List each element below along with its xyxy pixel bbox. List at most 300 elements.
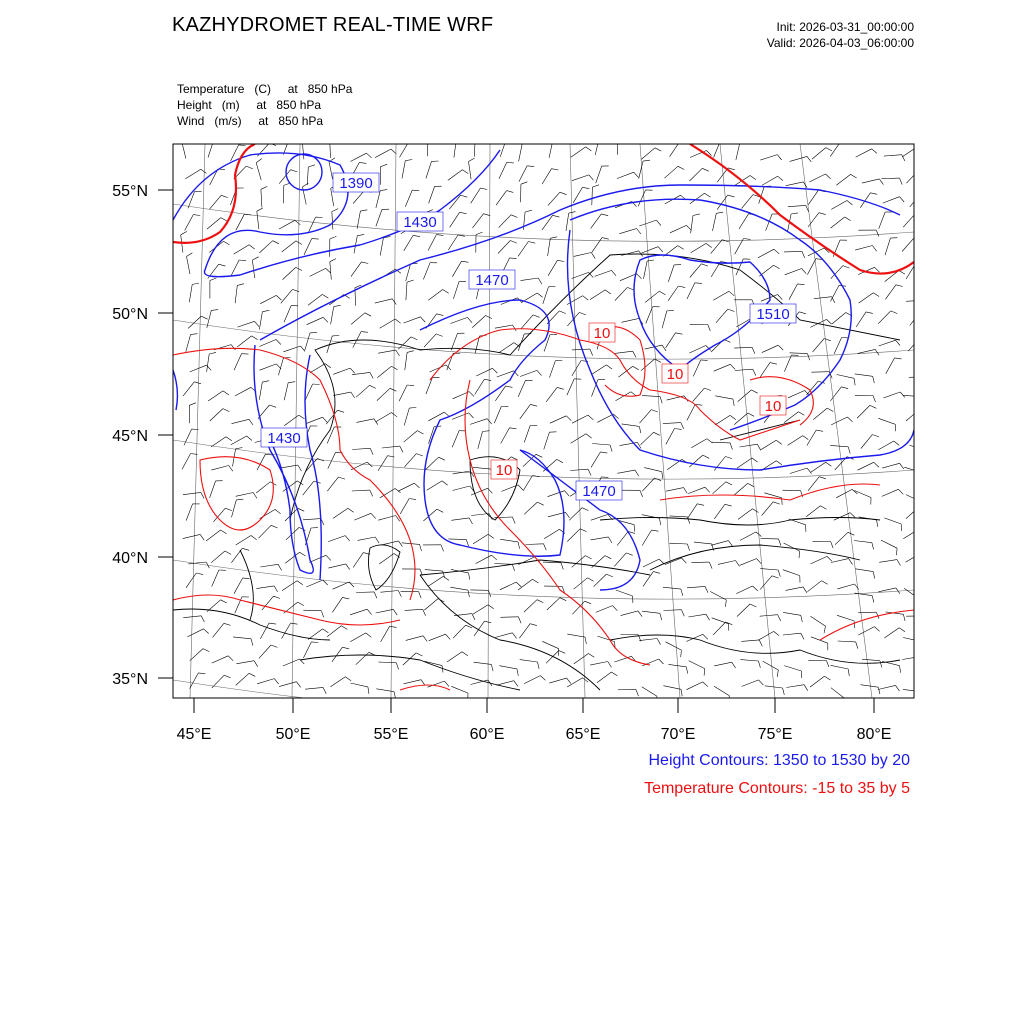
wind-barb-flag (468, 317, 473, 322)
wind-barb (834, 513, 850, 521)
wind-barb-flag (847, 417, 852, 422)
wind-barb (260, 295, 276, 303)
wind-barb-flag (514, 681, 518, 687)
temperature-contour-labels (491, 323, 786, 479)
wind-barb-flag (338, 410, 345, 412)
wind-barb (328, 564, 346, 568)
wind-barb-flag (565, 491, 570, 496)
wind-barb (831, 688, 845, 699)
wind-barb (542, 641, 558, 648)
wind-barb (231, 436, 247, 445)
wind-barb-flag (512, 633, 516, 639)
height-label-1470-south (576, 481, 622, 500)
wind-barb-flag (488, 488, 493, 493)
wind-barb-flag (236, 448, 243, 449)
wind-barb-flag (900, 666, 901, 673)
wind-barb-flag (803, 587, 807, 593)
wind-barb-flag (676, 333, 683, 334)
wind-barb-flag (443, 290, 449, 294)
wind-barb-flag (201, 492, 204, 498)
wind-barb-flag (633, 366, 639, 370)
wind-barb-flag (586, 434, 592, 438)
wind-barb-flag (824, 626, 825, 633)
svg-text:10: 10 (764, 398, 782, 415)
wind-barb (351, 313, 365, 325)
wind-barb-flag (530, 624, 537, 626)
wind-barb (882, 178, 900, 179)
wind-barb (448, 539, 466, 540)
wind-barb-flag (537, 600, 543, 603)
wind-barb-flag (330, 259, 336, 262)
wind-barb (188, 316, 201, 328)
wind-barb (596, 606, 613, 613)
wind-barb (183, 382, 194, 396)
wind-barb (518, 380, 525, 396)
wind-barb (590, 290, 605, 300)
wind-barb (903, 395, 921, 396)
wind-barb (428, 681, 445, 687)
wind-barb (523, 476, 532, 491)
wind-barb-flag (703, 455, 709, 458)
wind-barb (404, 680, 422, 684)
wind-barb-flag (808, 354, 810, 361)
wind-barb (305, 687, 323, 689)
wind-barb (831, 217, 845, 228)
wind-barb (742, 680, 759, 687)
wind-barb (358, 537, 376, 540)
wind-barb-flag (391, 366, 397, 370)
lon-label-70: 70°E (660, 726, 696, 743)
wind-barb (452, 261, 461, 277)
wind-barb (761, 440, 776, 450)
wind-barb-flag (675, 429, 682, 430)
wind-barb-flag (553, 139, 560, 140)
wind-barb (783, 612, 801, 615)
wind-barb (595, 138, 599, 156)
wind-barb-flag (592, 185, 599, 187)
wind-barb-flag (357, 234, 364, 235)
wind-barb-flag (684, 488, 688, 494)
wind-barb-flag (591, 253, 595, 259)
wind-barb-flag (507, 191, 514, 193)
wind-barb (186, 573, 196, 588)
wind-barb-flag (299, 527, 305, 530)
wind-barb-flag (726, 482, 732, 485)
wind-barb (789, 284, 798, 300)
wind-barb-flag (194, 382, 201, 384)
wind-barb-flag (276, 340, 281, 345)
wind-barb (495, 386, 505, 401)
wind-barb-flag (255, 321, 260, 326)
wind-barb-flag (469, 518, 472, 524)
wind-barb (400, 499, 409, 515)
wind-barb-flag (777, 155, 781, 160)
wind-barb-flag (456, 138, 463, 140)
height-contour-labels (261, 173, 796, 500)
wind-barb (454, 140, 456, 158)
wind-barb (762, 502, 774, 516)
wind-barb (884, 155, 902, 156)
lon-label-75: 75°E (757, 726, 793, 743)
wind-barb-flag (518, 485, 523, 490)
wind-barb-flag (537, 293, 543, 297)
wind-barb-flag (191, 334, 198, 335)
wind-barb-flag (636, 690, 639, 697)
wind-barb (424, 599, 438, 611)
wind-barb-flag (367, 609, 371, 614)
wind-barb (183, 492, 201, 494)
wind-barb-flag (557, 459, 563, 462)
wind-barb-flag (407, 385, 414, 386)
wind-barb-flag (374, 419, 378, 425)
wind-barb-flag (896, 548, 897, 555)
wind-barb-flag (586, 147, 592, 151)
wind-barb (642, 687, 657, 697)
wind-barb (689, 661, 705, 669)
wind-barb (736, 259, 743, 275)
wind-barb (592, 444, 610, 446)
wind-barb (308, 629, 323, 640)
wind-barb (808, 477, 819, 491)
wind-barb (187, 629, 203, 637)
wind-barb (884, 628, 899, 638)
wind-barb-flag (753, 369, 756, 375)
wind-barb (641, 359, 655, 371)
wind-barb (524, 600, 537, 612)
wind-barb-flag (851, 174, 857, 178)
wind-barb (331, 307, 334, 325)
wind-barb (332, 597, 342, 612)
wind-barb-flag (254, 661, 258, 667)
wind-barb (426, 457, 439, 469)
wind-barb-flag (916, 264, 923, 265)
wind-barb (381, 626, 390, 642)
wind-barb (498, 241, 510, 254)
wind-barb (212, 570, 219, 587)
wind-barb (758, 631, 774, 640)
wind-barb (286, 527, 299, 539)
wind-barb-flag (210, 278, 217, 281)
wind-barb-flag (351, 392, 355, 398)
wind-barb (234, 245, 249, 254)
wind-barb (736, 586, 752, 594)
wind-barb (644, 468, 662, 472)
wind-barb (398, 483, 414, 491)
wind-barb-flag (693, 214, 700, 216)
wind-barb-flag (461, 195, 468, 197)
wind-barb-flag (924, 300, 927, 306)
wind-barb (231, 145, 239, 161)
wind-barb-flag (894, 441, 899, 445)
wind-barb-flag (725, 600, 726, 607)
wind-barb-flag (512, 517, 515, 524)
wind-barb (760, 615, 778, 617)
wind-barb (668, 286, 678, 301)
wind-barb-flag (342, 647, 349, 649)
wind-barb-flag (411, 337, 417, 340)
wind-barb (406, 282, 407, 300)
wind-barb (351, 262, 361, 277)
wind-barb-flag (253, 493, 257, 499)
wind-barb (882, 489, 899, 496)
wind-barb-flag (921, 312, 928, 314)
wind-barb (212, 656, 229, 663)
wind-barb-flag (538, 278, 542, 284)
wind-barb-flag (322, 294, 328, 298)
wind-barb-flag (321, 611, 323, 618)
wind-barb (282, 623, 291, 639)
wind-barb-flag (469, 158, 475, 161)
wind-barb-flag (296, 682, 300, 688)
wind-barb-flag (371, 513, 376, 518)
wind-barb (832, 313, 846, 325)
svg-text:10: 10 (666, 366, 684, 383)
wind-barb-flag (299, 415, 305, 419)
wind-barb (284, 415, 299, 426)
wind-barb (714, 662, 732, 666)
svg-text:1390: 1390 (339, 175, 373, 192)
wind-barb (712, 442, 730, 443)
wind-barb (307, 167, 308, 185)
wind-barb-flag (924, 616, 927, 623)
wind-barb (237, 336, 251, 347)
wind-barb (211, 437, 226, 447)
wind-barb-flag (350, 368, 355, 373)
wind-barb (642, 396, 660, 397)
wind-barb (452, 431, 459, 448)
wind-barb (736, 142, 740, 160)
wind-barb-flag (330, 137, 336, 140)
wind-barb (622, 318, 640, 322)
wind-barb-flag (560, 598, 566, 601)
wind-barb (478, 432, 483, 449)
wind-barb-flag (778, 295, 783, 300)
wind-barb (402, 161, 405, 179)
latitude-axis (112, 183, 173, 688)
wind-barb-flag (423, 609, 426, 615)
wind-barb (903, 529, 918, 539)
wind-barb (330, 262, 332, 280)
wind-barb (518, 242, 528, 257)
wind-barb (714, 686, 729, 696)
wind-barb (713, 213, 717, 231)
wind-barb (884, 518, 901, 524)
wind-barb (524, 426, 530, 443)
wind-barb-flag (778, 176, 783, 180)
wind-barb-flag (660, 397, 662, 404)
wind-barb-flag (301, 346, 306, 351)
wind-barb-flag (582, 187, 589, 188)
wind-barb-flag (816, 430, 823, 431)
wind-barb-flag (368, 687, 369, 694)
wind-barb (857, 405, 870, 418)
wind-barb (550, 416, 566, 423)
wind-barb (469, 162, 472, 180)
wind-barb (903, 214, 915, 227)
wind-barb-flag (602, 238, 609, 240)
wind-barb-flag (783, 688, 785, 695)
wind-barb-flag (915, 214, 922, 217)
wind-barb-flag (278, 564, 282, 570)
wind-barb-flag (300, 552, 306, 556)
wind-barb (283, 346, 300, 352)
wind-barb (856, 312, 866, 327)
wind-barb (644, 261, 648, 279)
wind-barb (521, 278, 539, 281)
wind-barb-flag (611, 672, 617, 676)
wind-barb-flag (566, 416, 571, 421)
wind-barb-flag (877, 520, 878, 527)
wind-barb (186, 334, 191, 351)
wind-barb (807, 259, 816, 275)
wind-barb (186, 504, 193, 521)
wind-barb (548, 512, 566, 517)
wind-barb-flag (827, 556, 832, 561)
wind-barb (783, 633, 801, 635)
wind-barb-flag (370, 490, 373, 496)
wind-barb-flag (513, 325, 517, 331)
wind-barb-flag (708, 325, 711, 332)
wind-barb (232, 419, 250, 423)
wind-barb (210, 169, 218, 185)
wind-barb-flag (703, 634, 708, 639)
wind-barb (835, 532, 848, 544)
wind-barb (474, 662, 492, 664)
wind-barb (235, 387, 251, 396)
wind-barb-flag (256, 159, 262, 163)
wind-barb (838, 641, 856, 642)
wind-barb-flag (848, 669, 849, 676)
wind-barb (666, 642, 682, 650)
wind-barb (350, 683, 368, 687)
wind-barb (715, 396, 733, 399)
wind-barb (404, 431, 418, 443)
wind-barb (259, 382, 262, 400)
wind-barb-flag (409, 499, 416, 500)
wind-barb (861, 435, 873, 449)
wind-barb-flag (801, 615, 803, 622)
wind-barb (902, 657, 920, 660)
wind-barb-flag (396, 350, 400, 356)
wind-barb (594, 574, 607, 587)
wind-barb-flag (638, 611, 642, 617)
wind-barb-flag (590, 349, 593, 356)
wind-barb (906, 170, 918, 183)
wind-barb (693, 388, 705, 402)
wind-barb-flag (348, 508, 354, 512)
wind-barb-flag (423, 636, 427, 642)
wind-barb-flag (298, 465, 302, 471)
wind-barb-flag (678, 246, 684, 250)
wind-barb (234, 354, 241, 370)
wind-barb (259, 340, 276, 347)
wind-barb (252, 260, 254, 278)
wind-barb-flag (518, 542, 520, 549)
wind-barb (640, 410, 652, 424)
wind-barb-flag (437, 509, 443, 512)
wind-barb (519, 166, 527, 182)
wind-barb (187, 257, 191, 275)
wind-barb-flag (791, 213, 798, 214)
wind-barb-flag (550, 237, 557, 239)
wind-barb (429, 634, 446, 641)
wind-barb (520, 660, 538, 662)
field-temperature: Temperature (C) at 850 hPa (177, 82, 353, 96)
wind-barb (639, 639, 657, 641)
wind-barb (688, 487, 705, 493)
wind-barb (236, 661, 254, 664)
wind-barb (691, 243, 706, 252)
temp-label-4 (491, 460, 517, 479)
wind-barb (303, 519, 321, 520)
wind-barb (691, 562, 709, 563)
wind-barb-flag (265, 454, 272, 455)
wind-barb-flag (201, 616, 204, 622)
wind-barb-flag (778, 345, 783, 350)
svg-text:10: 10 (593, 325, 611, 342)
wind-barb-flag (219, 264, 226, 266)
wind-barb (909, 445, 926, 451)
wind-barb-flag (872, 149, 877, 154)
wind-barb-flag (703, 682, 708, 687)
wind-barb (303, 642, 311, 658)
wind-barb (284, 306, 291, 323)
wind-barb (233, 637, 251, 639)
wind-barb-flag (651, 410, 658, 412)
wind-barb (256, 482, 270, 493)
wind-barb (858, 627, 874, 635)
wind-barb-flag (246, 166, 253, 169)
wind-barb-flag (224, 675, 231, 678)
wind-barb-flag (204, 629, 209, 634)
wind-barb (784, 666, 801, 671)
wind-barb-flag (540, 676, 545, 681)
wind-barb (208, 391, 223, 401)
wind-barb (646, 307, 653, 324)
wind-barb-flag (330, 236, 337, 239)
wind-barb (786, 587, 804, 591)
wind-barb-flag (914, 238, 921, 240)
wind-barb-flag (680, 142, 687, 144)
wind-barb (279, 220, 295, 229)
wind-barb (642, 530, 651, 545)
wind-barb-flag (750, 176, 756, 180)
wind-barb-flag (221, 195, 228, 197)
wind-barb (642, 611, 660, 613)
wind-barb-flag (416, 454, 423, 456)
wind-barb (903, 638, 921, 642)
wind-barb (906, 300, 924, 301)
wind-barb (687, 283, 695, 299)
wind-barb (735, 369, 753, 370)
wind-barb (831, 285, 840, 301)
wind-barb-flag (588, 578, 594, 582)
wind-barb (451, 686, 468, 693)
wind-barb-flag (488, 590, 490, 597)
wind-barb (883, 197, 900, 203)
wind-barb (854, 541, 872, 543)
wind-barb (574, 654, 589, 664)
wind-barb-flag (400, 446, 403, 452)
wind-barb (837, 375, 855, 379)
wind-barb-flag (802, 269, 807, 274)
wind-barb-flag (224, 623, 231, 625)
wind-barb (310, 364, 325, 373)
wind-barb-flag (752, 458, 758, 462)
wind-barb-flag (759, 640, 762, 646)
wind-barb (663, 423, 681, 424)
wind-barb (713, 291, 729, 300)
